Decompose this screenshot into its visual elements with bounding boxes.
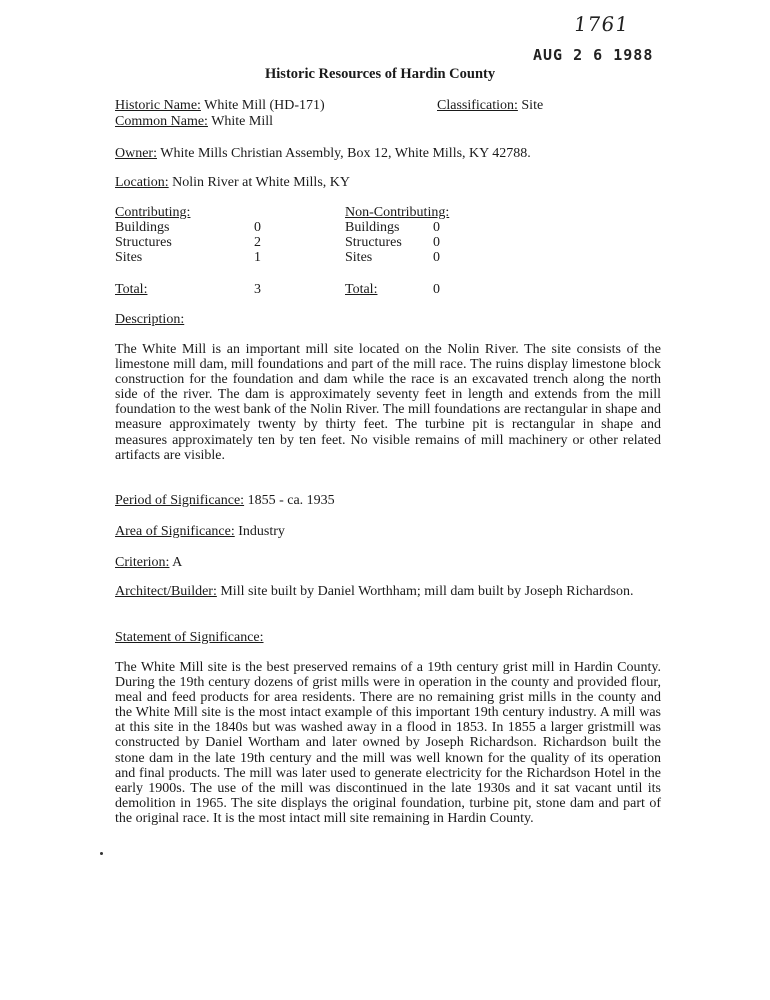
- criterion-value: A: [172, 555, 183, 570]
- area-label: Area of Significance:: [115, 524, 235, 539]
- area-row: [115, 524, 285, 539]
- noncontributing-header: Non-Contributing:: [345, 205, 450, 220]
- common-name-row: [115, 114, 273, 129]
- owner-label: Owner:: [115, 146, 157, 161]
- period-row: [115, 493, 335, 508]
- common-name-label: Common Name:: [115, 114, 208, 129]
- date-stamp: AUG 2 6 1988: [533, 46, 654, 64]
- contributing-sites-count: 1: [254, 250, 261, 265]
- total-contributing-count: 3: [254, 282, 261, 297]
- row-label-structures: Structures: [115, 235, 172, 250]
- statement-heading: Statement of Significance:: [115, 630, 264, 645]
- statement-paragraph: [115, 660, 661, 826]
- location-value: Nolin River at White Mills, KY: [172, 175, 350, 190]
- architect-paragraph: [115, 584, 661, 599]
- noncontrib-label-structures: Structures: [345, 235, 402, 250]
- common-name-value: White Mill: [211, 114, 274, 129]
- noncontributing-buildings-count: 0: [433, 220, 440, 235]
- location-label: Location:: [115, 175, 169, 190]
- historic-name-row: [115, 98, 325, 113]
- handwritten-number: 1761: [572, 12, 631, 36]
- noncontributing-sites-count: 0: [433, 250, 440, 265]
- criterion-label: Criterion:: [115, 555, 170, 570]
- period-label: Period of Significance:: [115, 493, 245, 508]
- total-noncontributing-count: 0: [433, 282, 440, 297]
- historic-name-value: White Mill (HD-171): [204, 98, 325, 113]
- owner-row: [115, 146, 531, 161]
- location-row: [115, 175, 350, 190]
- contributing-header: Contributing:: [115, 205, 191, 220]
- description-heading: Description:: [115, 312, 185, 327]
- scan-speck: [100, 852, 103, 855]
- description-text: The White Mill is an important mill site located on the Nolin River. The site consists of the limestone mill dam, mill foundations and part of the mill race. The ruins display limestone block construction for the foundation and dam while the race is an excavated trench along the north side of the river. The dam is approximately seventy feet in length and extends from the mill foundation to the west bank of the Nolin River. The mill foundations are rectangular in shape and measure approximately twenty by thirty feet. The turbine pit is rectangular in shape and measures approximately ten by ten feet. No visible remains of mill machinery or other related artifacts are visible.: [115, 342, 661, 463]
- description-paragraph: [115, 342, 661, 463]
- historic-name-label: Historic Name:: [115, 98, 201, 113]
- noncontributing-structures-count: 0: [433, 235, 440, 250]
- classification-value: Site: [521, 98, 544, 113]
- period-value: 1855 - ca. 1935: [247, 493, 335, 508]
- contributing-buildings-count: 0: [254, 220, 261, 235]
- total-label-noncontributing: Total:: [345, 282, 378, 297]
- contributing-structures-count: 2: [254, 235, 261, 250]
- row-label-sites: Sites: [115, 250, 143, 265]
- classification-label: Classification:: [437, 98, 518, 113]
- area-value: Industry: [238, 524, 285, 539]
- statement-text: The White Mill site is the best preserved remains of a 19th century grist mill in Hardin County. During the 19th century dozens of grist mills were in operation in the county and provided flour, meal and feed products for area residents. There are no remaining grist mills in the county and the White Mill site is the most intact example of this important 19th century industry. A mill was at this site in the 1840s but was washed away in a flood in 1853. In 1855 a larger gristmill was constructed by Daniel Wortham and later owned by Joseph Richardson. Richardson built the stone dam in the late 19th century and the mill was well known for the quality of its operation and final products. The mill was later used to generate electricity for the Richardson Hotel in the early 1900s. The use of the mill was discontinued in the late 1930s and it sat vacant until its demolition in 1965. The site displays the original foundation, turbine pit, stone dam and part of the original race. It is the most intact mill site remaining in Hardin County.: [115, 660, 661, 826]
- architect-label: Architect/Builder:: [115, 584, 217, 599]
- architect-value: Mill site built by Daniel Worthham; mill dam built by Joseph Richardson.: [220, 584, 634, 599]
- total-label-contributing: Total:: [115, 282, 148, 297]
- noncontrib-label-buildings: Buildings: [345, 220, 400, 235]
- architect-row: [115, 584, 661, 599]
- criterion-row: [115, 555, 182, 570]
- row-label-buildings: Buildings: [115, 220, 170, 235]
- page-title: Historic Resources of Hardin County: [265, 66, 496, 82]
- classification-row: [437, 98, 543, 113]
- noncontrib-label-sites: Sites: [345, 250, 373, 265]
- owner-value: White Mills Christian Assembly, Box 12, White Mills, KY 42788.: [160, 146, 531, 161]
